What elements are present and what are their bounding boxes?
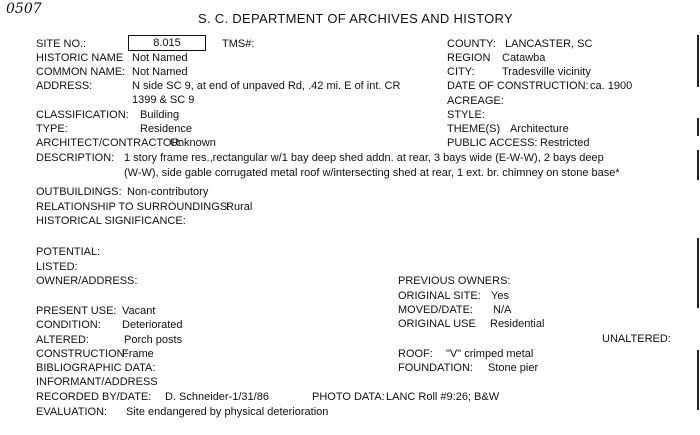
roof-label: ROOF: [398, 348, 433, 360]
county-value: LANCASTER, SC [505, 38, 593, 50]
condition-value: Deteriorated [122, 319, 183, 331]
themes-value: Architecture [510, 123, 569, 135]
moved-date-label: MOVED/DATE: [398, 304, 473, 316]
public-access-value: Restricted [540, 137, 590, 149]
scan-edge-mark [697, 35, 699, 87]
listed-label: LISTED: [36, 261, 78, 273]
relationship-value: Rural [226, 201, 253, 213]
site-no-label: SITE NO.: [36, 38, 87, 50]
present-use-value: Vacant [122, 305, 156, 317]
region-value: Catawba [502, 52, 546, 64]
historic-name-label: HISTORIC NAME [36, 52, 124, 64]
date-of-construction-label: DATE OF CONSTRUCTION: [447, 80, 589, 92]
style-label: STYLE: [447, 109, 485, 121]
recorded-label: RECORDED BY/DATE: [36, 391, 152, 403]
moved-date-value: N/A [493, 304, 512, 316]
informant-label: INFORMANT/ADDRESS [36, 376, 158, 388]
site-no-value: 8.015 [153, 37, 181, 49]
previous-owners-label: PREVIOUS OWNERS: [398, 275, 511, 287]
roof-value: "V" crimped metal [446, 348, 534, 360]
acreage-label: ACREAGE: [447, 95, 504, 107]
city-value: Tradesville vicinity [502, 66, 591, 78]
potential-label: POTENTIAL: [36, 246, 101, 258]
classification-label: CLASSIFICATION: [36, 109, 129, 121]
recorded-value: D. Schneider-1/31/86 [165, 391, 269, 403]
architect-label: ARCHITECT/CONTRACTOR: [36, 137, 183, 149]
unaltered-label: UNALTERED: [602, 333, 671, 345]
original-use-value: Residential [490, 318, 545, 330]
historic-name-value: Not Named [132, 52, 188, 64]
evaluation-label: EVALUATION: [36, 406, 108, 418]
classification-value: Building [140, 109, 180, 121]
foundation-label: FOUNDATION: [398, 362, 473, 374]
common-name-label: COMMON NAME: [36, 66, 126, 78]
altered-label: ALTERED: [36, 334, 89, 346]
evaluation-value: Site endangered by physical deterioration [126, 406, 329, 418]
type-label: TYPE: [36, 123, 68, 135]
original-site-value: Yes [491, 290, 509, 302]
architect-value: Unknown [170, 137, 216, 149]
handwritten-number: 0507 [6, 1, 42, 17]
public-access-label: PUBLIC ACCESS: [447, 137, 538, 149]
original-use-label: ORIGINAL USE [398, 318, 476, 330]
date-of-construction-value: ca. 1900 [590, 80, 633, 92]
original-site-label: ORIGINAL SITE: [398, 290, 481, 302]
outbuildings-label: OUTBUILDINGS: [36, 186, 122, 198]
foundation-value: Stone pier [488, 362, 539, 374]
construction-value: Frame [122, 348, 154, 360]
site-no-box [128, 35, 206, 51]
condition-label: CONDITION: [36, 319, 101, 331]
themes-label: THEME(S) [447, 123, 501, 135]
scan-edge-mark [697, 118, 699, 136]
photo-value: LANC Roll #9:26; B&W [386, 391, 500, 403]
common-name-value: Not Named [132, 66, 188, 78]
tms-label: TMS#: [222, 38, 255, 50]
construction-label: CONSTRUCTION: [36, 348, 128, 360]
owner-address-label: OWNER/ADDRESS: [36, 275, 138, 287]
county-label: COUNTY: [447, 38, 496, 50]
outbuildings-value: Non-contributory [127, 186, 209, 198]
address-value-line-2: 1399 & SC 9 [132, 94, 195, 106]
type-value: Residence [140, 123, 192, 135]
altered-value: Porch posts [124, 334, 183, 346]
description-value-line-2: (W-W), side gable corrugated metal roof w/intersecting shed at rear, 1 ext. br. chimney on stone base* [124, 167, 620, 179]
relationship-label: RELATIONSHIP TO SURROUNDINGS: [36, 201, 231, 213]
scan-edge-mark [697, 238, 699, 308]
present-use-label: PRESENT USE: [36, 305, 117, 317]
page-title: S. C. DEPARTMENT OF ARCHIVES AND HISTORY [198, 11, 513, 26]
historical-significance-label: HISTORICAL SIGNIFICANCE: [36, 215, 186, 227]
description-value-line-1: 1 story frame res.,rectangular w/1 bay deep shed addn. at rear, 3 bays wide (E-W-W), 2 bays deep [124, 152, 604, 164]
bibliographic-label: BIBLIOGRAPHIC DATA: [36, 362, 156, 374]
address-value-line-1: N side SC 9, at end of unpaved Rd, .42 mi. E of int. CR [132, 80, 401, 92]
description-label: DESCRIPTION: [36, 152, 115, 164]
scan-edge-mark [697, 150, 699, 180]
city-label: CITY: [447, 66, 475, 78]
address-label: ADDRESS: [36, 80, 93, 92]
scan-edge-mark [697, 350, 699, 410]
region-label: REGION [447, 52, 491, 64]
photo-label: PHOTO DATA: [312, 391, 385, 403]
